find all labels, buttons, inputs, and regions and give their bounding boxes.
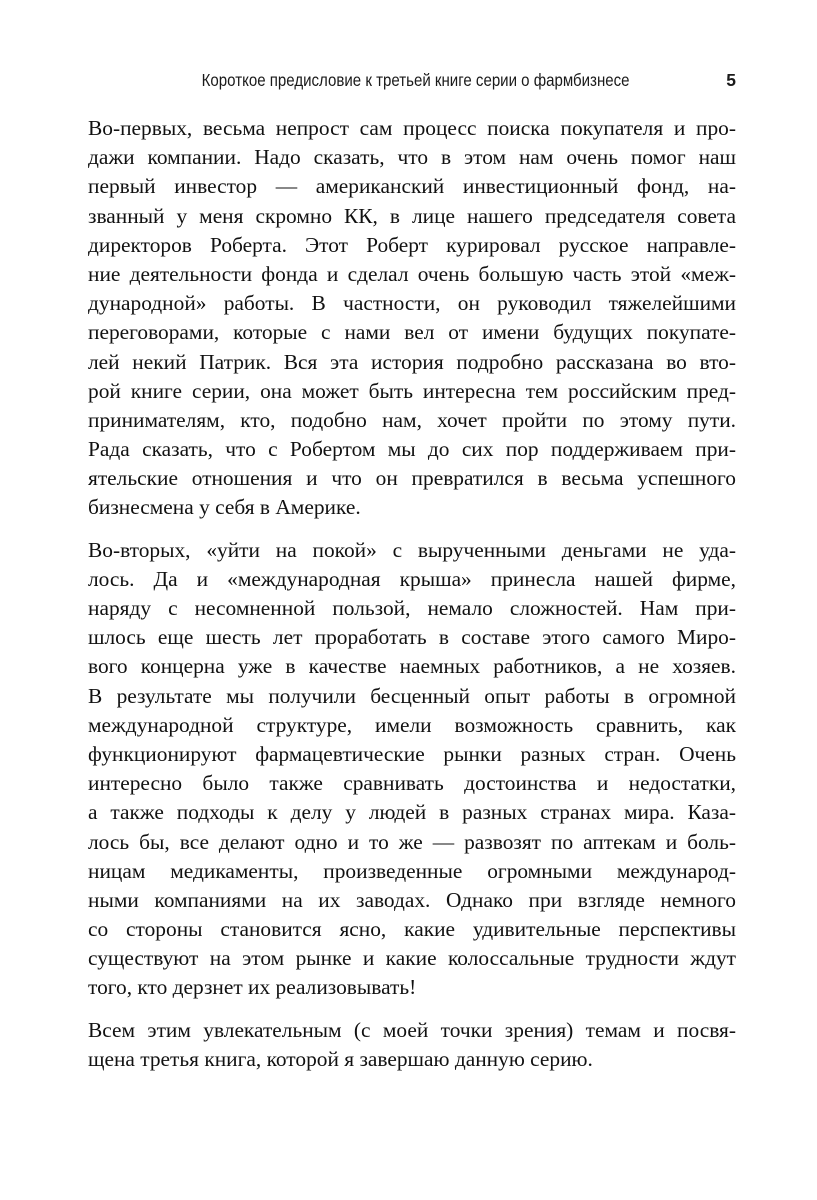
text-line: вого концерна уже в качестве наемных работников, а не хозяев.: [88, 654, 736, 679]
running-header: [88, 70, 736, 96]
text-line: ницам медикаменты, произведенные огромными международ-: [88, 858, 736, 883]
paragraph-2: [88, 536, 736, 1003]
text-line: дународной» работы. В частности, он руководил тяжелейшими: [88, 291, 736, 316]
text-line: дажи компании. Надо сказать, что в этом нам очень помог наш: [88, 145, 736, 170]
text-line: лось бы, все делают одно и то же — развозят по аптекам и боль-: [88, 829, 736, 854]
text-line: лей некий Патрик. Вся эта история подробно рассказана во вто-: [88, 349, 736, 374]
text-line: а также подходы к делу у людей в разных странах мира. Каза-: [88, 800, 736, 825]
text-line: интересно было также сравнивать достоинства и недостатки,: [88, 771, 736, 796]
text-line: того, кто дерзнет их реализовывать!: [88, 975, 417, 1000]
text-line: ние деятельности фонда и сделал очень большую часть этой «меж-: [88, 261, 736, 286]
text-line: существуют на этом рынке и какие колоссальные трудности ждут: [88, 946, 736, 971]
text-line: ятельские отношения и что он превратился в весьма успешного: [88, 466, 736, 491]
text-line: функционируют фармацевтические рынки разных стран. Очень: [88, 741, 736, 766]
text-line: лось. Да и «международная крыша» принесла нашей фирме,: [88, 566, 736, 591]
text-line: директоров Роберта. Этот Роберт курировал русское направле-: [88, 232, 736, 257]
text-line: со стороны становится ясно, какие удивительные перспективы: [88, 917, 736, 942]
text-line: шлось еще шесть лет проработать в составе этого самого Миро-: [88, 625, 736, 650]
text-line: принимателям, кто, подобно нам, хочет пройти по этому пути.: [88, 407, 736, 432]
paragraph-1: [88, 114, 736, 523]
text-line: международной структуре, имели возможность сравнить, как: [88, 712, 736, 737]
text-line: первый инвестор — американский инвестиционный фонд, на-: [88, 174, 736, 199]
text-line: наряду с несомненной пользой, немало сложностей. Нам при-: [88, 596, 736, 620]
text-line: Рада сказать, что с Робертом мы до сих пор поддерживаем при-: [88, 437, 736, 462]
text-line: бизнесмена у себя в Америке.: [88, 495, 361, 520]
text-line: ными компаниями на их заводах. Однако при взгляде немного: [88, 887, 736, 912]
text-line: Во-первых, весьма непрост сам процесс поиска покупателя и про-: [88, 116, 736, 140]
paragraph-3: [88, 1016, 736, 1074]
body-text: [88, 114, 736, 1074]
text-line: переговорами, которые с нами вел от имени будущих покупате-: [88, 320, 736, 345]
page-number: 5: [726, 70, 736, 90]
text-line: Во-вторых, «уйти на покой» с вырученными деньгами не уда-: [88, 537, 736, 562]
text-line: Всем этим увлекательным (с моей точки зрения) темам и посвя-: [88, 1017, 736, 1042]
text-line: рой книге серии, она может быть интересна тем российским пред-: [88, 378, 736, 403]
text-line: щена третья книга, которой я завершаю данную серию.: [88, 1046, 593, 1071]
text-line: В результате мы получили бесценный опыт работы в огромной: [88, 683, 736, 708]
running-title: Короткое предисловие к третьей книге серии о фармбизнесе: [202, 70, 630, 90]
text-line: званный у меня скромно КК, в лице нашего председателя совета: [88, 203, 736, 228]
